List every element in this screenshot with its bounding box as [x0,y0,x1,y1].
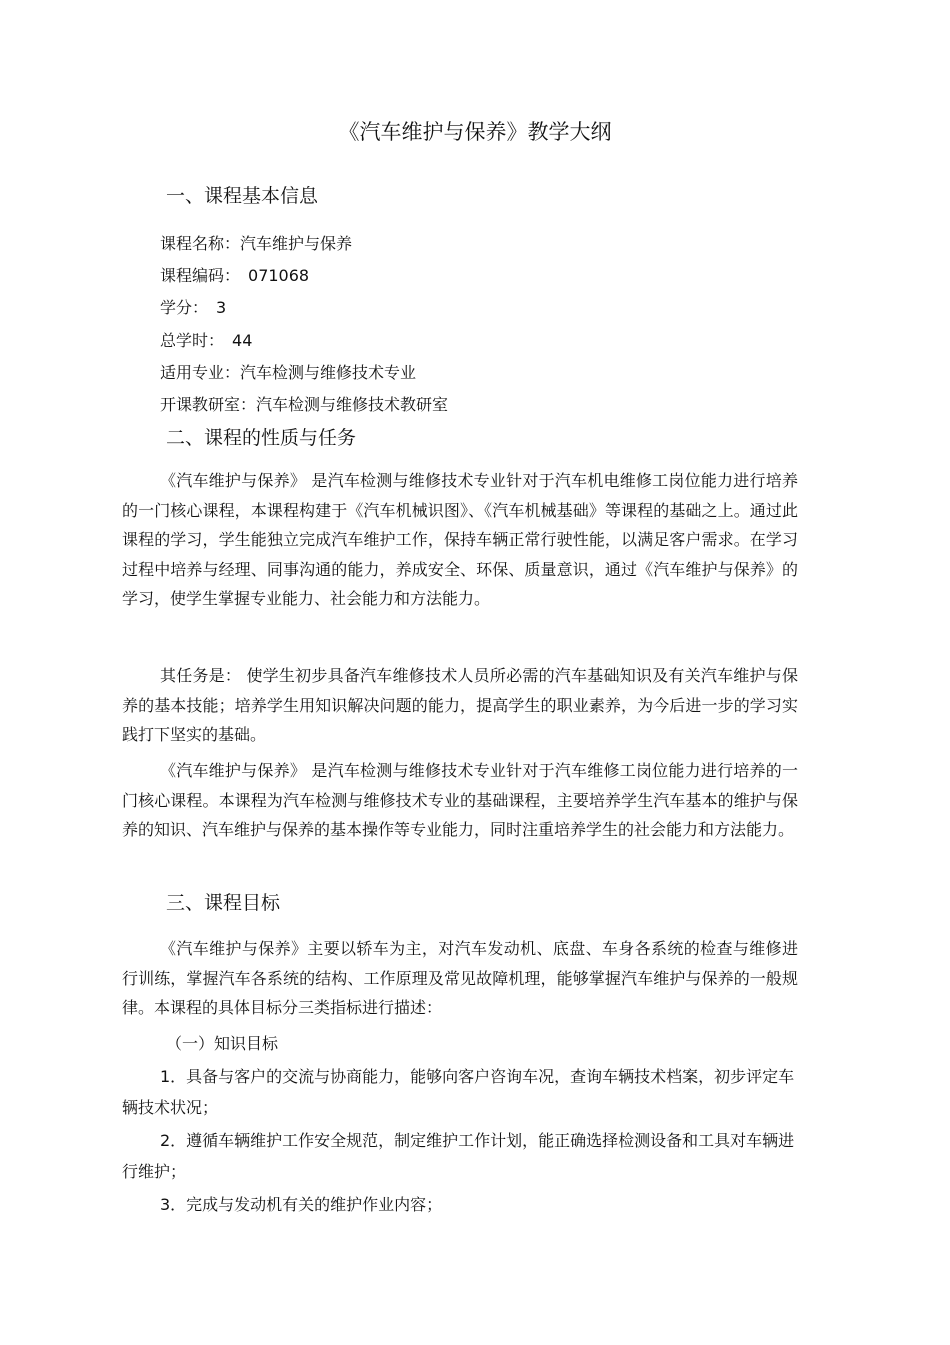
teaching-office-row [160,389,448,421]
paragraph-objectives-intro: 《汽车维护与保养》主要以轿车为主，对汽车发动机、底盘、车身各系统的检查与维修进行训练，掌握汽车各系统的结构、工作原理及常见故障机理，能够掌握汽车维护与保养的一般规律。本课程的具体目标分三类指标进行描述： [122,939,798,1018]
field-label: 开课教研室： [160,394,257,414]
field-value: 汽车维护与保养 [240,234,353,253]
field-value: 071068 [248,266,310,286]
field-value: 44 [232,330,253,350]
paragraph-tasks: 其任务是： 使学生初步具备汽车维修技术人员所必需的汽车基础知识及有关汽车维护与保养的基本技能；培养学生用知识解决问题的能力，提高学生的职业素养，为今后进一步的学习实践打下坚实的基础。 [122,666,798,745]
total-hours-row [160,325,448,357]
field-label: 总学时： [160,330,225,350]
section-heading-basic-info: 一、课程基本信息 [166,185,319,207]
list-item: 1．具备与客户的交流与协商能力，能够向客户咨询车况，查询车辆技术档案，初步评定车辆技术状况； [122,1067,795,1117]
list-item: 2．遵循车辆维护工作安全规范，制定维护工作计划，能正确选择检测设备和工具对车辆进行维护； [122,1131,795,1181]
course-name-row [160,228,448,260]
course-code-row [160,260,448,292]
field-label: 课程名称： [160,234,241,253]
course-info-list [160,228,448,421]
sub-heading-knowledge: （一）知识目标 [166,1034,279,1053]
credits-row [160,292,448,324]
section-heading-objectives: 三、课程目标 [166,892,281,914]
document-title: 《汽车维护与保养》教学大纲 [338,120,612,144]
field-value: 汽车检测与维修技术专业 [240,362,417,382]
section-heading-nature-tasks: 二、课程的性质与任务 [166,427,357,449]
field-value: 3 [216,298,227,318]
paragraph-core-course: 《汽车维护与保养》 是汽车检测与维修技术专业针对于汽车维修工岗位能力进行培养的一门核心课程。本课程为汽车检测与维修技术专业的基础课程，主要培养学生汽车基本的维护与保养的知识、汽车维护与保养的基本操作等专业能力，同时注重培养学生的社会能力和方法能力。 [122,761,798,840]
paragraph-nature: 《汽车维护与保养》 是汽车检测与维修技术专业针对于汽车机电维修工岗位能力进行培养的一门核心课程，本课程构建于《汽车机械识图》、《汽车机械基础》等课程的基础之上。通过此课程的学习，学生能独立完成汽车维护工作，保持车辆正常行驶性能，以满足客户需求。在学习过程中培养与经理、同事沟通的能力，养成安全、环保、质量意识，通过《汽车维护与保养》的学习，使学生掌握专业能力、社会能力和方法能力。 [122,471,798,609]
field-label: 学分： [160,298,209,318]
field-value: 汽车检测与维修技术教研室 [256,394,449,414]
field-label: 适用专业： [160,362,241,382]
applicable-major-row [160,357,448,389]
list-item: 3．完成与发动机有关的维护作业内容； [160,1195,443,1214]
field-label: 课程编码： [160,266,241,286]
